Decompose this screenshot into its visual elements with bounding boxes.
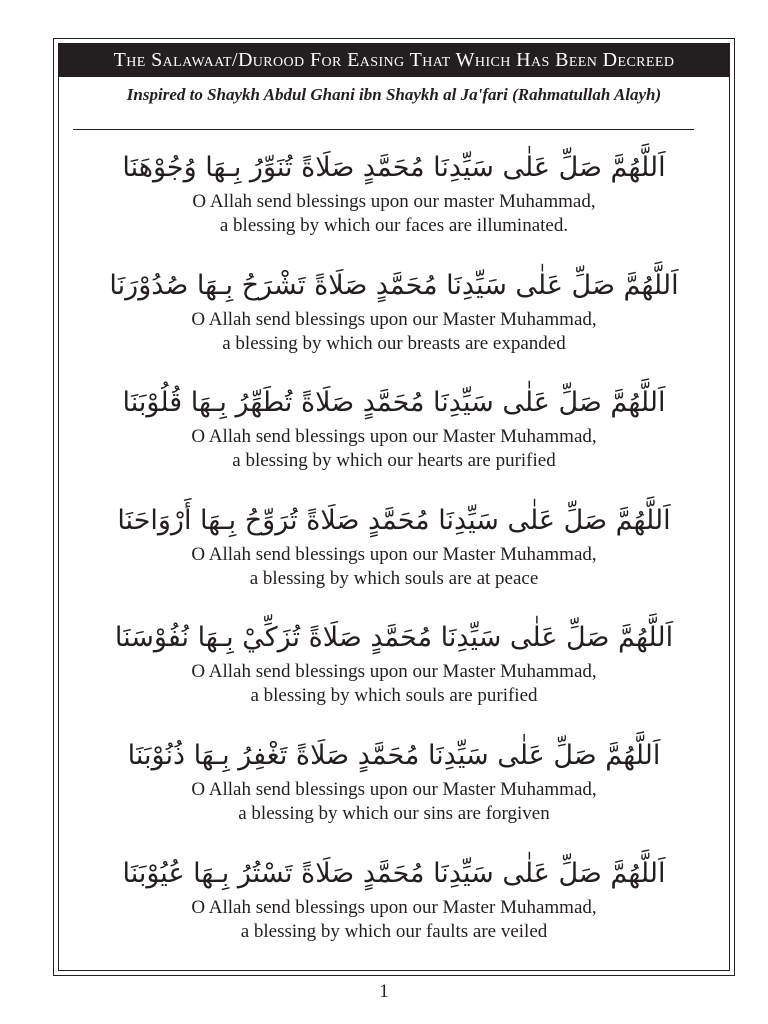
verse-3	[58, 381, 730, 473]
verse-arabic: اَللَّهُمَّ صَلِّ عَلٰى سَيِّدِنَا مُحَمَّدٍ صَلَاةً تُنَوِّرُ بِـهَا وُجُوْهَنَا	[122, 152, 666, 183]
verse-translation-line-2: a blessing by which souls are at peace	[249, 568, 539, 589]
page-title: The Salawaat/Durood For Easing That Which Has Been Decreed	[58, 43, 730, 77]
verse-1	[58, 146, 730, 238]
verse-translation-line-1: O Allah send blessings upon our Master Muhammad,	[191, 426, 597, 447]
verse-translation-line-1: O Allah send blessings upon our master Muhammad,	[192, 191, 596, 212]
verse-translation-line-1: O Allah send blessings upon our Master Muhammad,	[191, 309, 597, 330]
verse-translation-line-1: O Allah send blessings upon our Master Muhammad,	[191, 544, 597, 565]
verse-4	[58, 499, 730, 591]
verse-translation-line-2: a blessing by which our faces are illuminated.	[219, 215, 569, 236]
verse-translation-line-2: a blessing by which our breasts are expanded	[222, 333, 566, 354]
verse-translation-line-2: a blessing by which our hearts are purified	[232, 450, 556, 471]
verse-translation-line-1: O Allah send blessings upon our Master Muhammad,	[191, 661, 597, 682]
verse-7	[58, 852, 730, 944]
verse-2	[58, 264, 730, 356]
verse-translation-line-1: O Allah send blessings upon our Master Muhammad,	[191, 897, 597, 918]
verse-arabic: اَللَّهُمَّ صَلِّ عَلٰى سَيِّدِنَا مُحَمَّدٍ صَلَاةً تَشْرَحُ بِـهَا صُدُوْرَنَا	[109, 270, 679, 301]
verse-arabic: اَللَّهُمَّ صَلِّ عَلٰى سَيِّدِنَا مُحَمَّدٍ صَلَاةً تُطَهِّرُ بِـهَا قُلُوْبَنَا	[122, 387, 666, 418]
verse-arabic: اَللَّهُمَّ صَلِّ عَلٰى سَيِّدِنَا مُحَمَّدٍ صَلَاةً تَغْفِرُ بِـهَا ذُنُوْبَنَا	[127, 740, 661, 771]
verse-translation-line-2: a blessing by which our faults are veiled	[240, 921, 548, 942]
verse-arabic: اَللَّهُمَّ صَلِّ عَلٰى سَيِّدِنَا مُحَمَّدٍ صَلَاةً تُزَكِّيْ بِـهَا نُفُوْسَنَا	[114, 622, 674, 653]
verse-translation-line-2: a blessing by which our sins are forgiven	[238, 803, 550, 824]
page-number: 1	[379, 981, 389, 1002]
verse-translation-line-2: a blessing by which souls are purified	[250, 685, 538, 706]
verse-6	[58, 734, 730, 826]
divider	[73, 129, 694, 130]
verse-5	[58, 616, 730, 708]
verse-translation-line-1: O Allah send blessings upon our Master Muhammad,	[191, 779, 597, 800]
verse-arabic: اَللَّهُمَّ صَلِّ عَلٰى سَيِّدِنَا مُحَمَّدٍ صَلَاةً تُرَوِّحُ بِـهَا أَرْوَاحَنَا	[117, 505, 671, 536]
verse-arabic: اَللَّهُمَّ صَلِّ عَلٰى سَيِّدِنَا مُحَمَّدٍ صَلَاةً تَسْتُرُ بِـهَا عُيُوْبَنَا	[122, 858, 666, 889]
page-subtitle: Inspired to Shaykh Abdul Ghani ibn Shaykh al Ja'fari (Rahmatullah Alayh)	[126, 85, 662, 104]
